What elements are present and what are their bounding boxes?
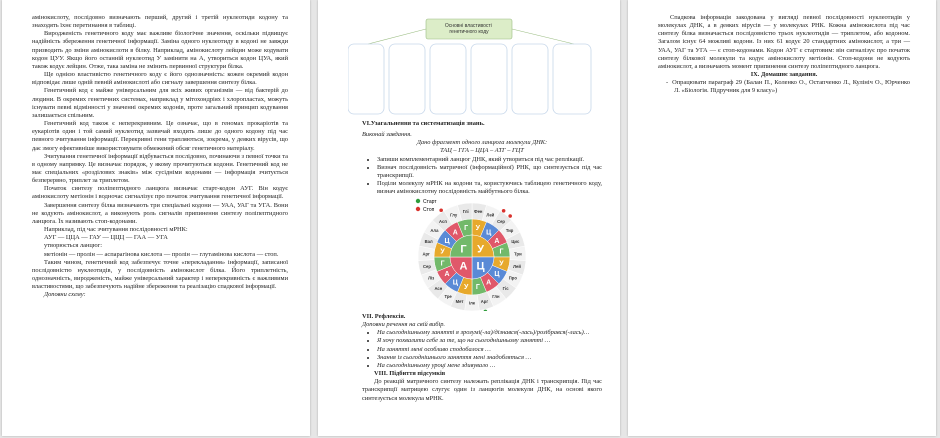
first-base-label: Г	[460, 243, 467, 256]
list-item: • На сьогоднішньому уроці мене здивувало …	[377, 362, 602, 370]
paragraph: Початок синтезу поліпептидного ланцюга визначає старт-кодон АУГ. Він кодує амінокислоту метіонін і водночас сигналізує про початок зчитування генетичної інформації.	[32, 185, 288, 201]
first-base-label: А	[459, 260, 468, 273]
property-box	[471, 44, 507, 114]
second-base-label: Ц	[486, 229, 492, 237]
homework-item: - Опрацювати параграф 29 (Балан П., Коленко О., Остапченко Л., Кулініч О., Юрченко Л. «Біологія. Підручник для 9 класу»)	[674, 79, 910, 95]
amino-acid-label: Глу	[450, 212, 458, 218]
paragraph: Генетичний код є майже універсальним для всіх живих організмів — від бактерій до людини. В окремих генетичних системах, наприклад у мітохондріях і хлоропластах, можуть існувати певні відмінності у значенні окремих кодонів, проте загальний принцип кодування залишається спільним.	[32, 87, 288, 119]
amino-acid-label: Сер	[423, 263, 431, 269]
legend-stop: Стоп	[423, 207, 435, 213]
document-page-3	[628, 0, 936, 436]
stop-marker-icon	[508, 214, 512, 218]
second-base-label: А	[444, 271, 450, 279]
property-box	[348, 44, 384, 114]
second-base-label: Г	[464, 225, 469, 233]
amino-acid-label: Асн	[434, 285, 443, 291]
amino-acid-label: Мет	[455, 298, 464, 304]
amino-acid-label: Ліз	[428, 275, 435, 281]
paragraph: Ще однією властивістю генетичного коду є його однозначність: кожен окремий кодон відповідає лише одній певній амінокислоті або сигналу завершення синтезу білка.	[32, 71, 288, 87]
page2-section6	[362, 120, 602, 196]
list-item: • Запиши комплементарний ланцюг ДНК, який утвориться під час реплікації.	[377, 156, 602, 164]
second-base-label: У	[499, 260, 504, 268]
list-item: • Визнач послідовність матричної (інформаційної) РНК, що синтезується під час транскрипції.	[377, 164, 602, 180]
example-mid: утворюється ланцюг:	[44, 242, 102, 250]
property-box	[512, 44, 548, 114]
amino-acid-label: Три	[514, 251, 522, 257]
second-base-label: Ц	[444, 237, 450, 245]
list-item: • Поділи молекулу мРНК на кодони та, користуючись таблицею генетичного коду, визнач амінокислотну послідовність майбутнього білка.	[377, 180, 602, 196]
amino-acid-label: Арг	[480, 298, 489, 304]
amino-acid-label: Фен	[474, 208, 483, 214]
second-base-label: У	[475, 225, 481, 233]
paragraph: Виродженість генетичного коду має важливе біологічне значення, оскільки підвищує надійність збереження генетичної інформації. Заміна одного нуклеотиду в кодоні не завжди призводить до зміни амінокислоти в білку. Наприклад, амінокислоту лейцин може кодувати кодон ЦУУ. Якщо його останній нуклеотид У замінити на А, утвориться кодон ЦУА, який також кодує лейцин. Отже, така заміна не змінить первинної структури білка.	[32, 30, 288, 70]
homework-title: IX. Домашнє завдання.	[750, 71, 818, 79]
section-6-title: VI.Узагальнення та систематизація знань.	[362, 120, 485, 127]
amino-acid-label: Тре	[444, 293, 452, 299]
amino-acid-label: Глі	[462, 208, 469, 214]
amino-acid-label: Глн	[492, 293, 500, 299]
list-item: • На занятті мені особливо сподобалося …	[377, 346, 602, 354]
example-sequence: АУГ — ЦЦА — ГАУ — ЦЦЦ — ГАА — УГА	[44, 234, 168, 242]
example-chain: метіонін — пролін — аспарагінова кислота — пролін — глутамінова кислота — стоп.	[44, 250, 279, 258]
list-item: • На сьогоднішньому занятті я зрозумі(-ла)/дізнався(-лась)/розібрався(-лась)…	[377, 329, 602, 337]
stop-marker-icon	[439, 208, 443, 212]
task-label: Виконай завдання.	[362, 131, 412, 139]
amino-acid-label: Про	[508, 275, 517, 281]
document-page-2	[318, 0, 620, 436]
list-item: • Знання із сьогоднішнього заняття мені знадобляться …	[377, 354, 602, 362]
second-base-label: У	[463, 283, 469, 291]
diagram-title-line-1: Основні властивості	[444, 23, 492, 29]
summary-paragraph: До реакцій матричного синтезу належать реплікація ДНК і транскрипція. Під час транскрипції матрицею слугує один із ланцюгів молекули ДНК, на основі якого синтезується молекула мРНК.	[362, 378, 602, 402]
stop-marker-icon	[416, 207, 420, 211]
dna-sequence: ТАЦ – ГГА – ЦЦА – АТГ – ГЦТ	[440, 147, 524, 155]
second-base-label: Ц	[452, 279, 458, 287]
paragraph: амінокислоту, послідовно визначають перший, другий і третій нуклеотиди кодону та знаходять їхнє перетинання в таблиці.	[32, 14, 288, 30]
amino-acid-label: Тир	[505, 227, 514, 233]
second-base-label: Г	[475, 283, 480, 291]
amino-acid-label: Вал	[424, 239, 433, 245]
example-intro: Наприклад, під час зчитування послідовності мРНК:	[44, 226, 188, 234]
stop-marker-icon	[502, 209, 506, 213]
reflection-intro: Доповни речення на свій вибір.	[362, 321, 446, 329]
properties-diagram	[348, 18, 594, 118]
amino-acid-label: Сер	[497, 218, 505, 224]
codon-wheel	[412, 197, 526, 311]
property-box	[389, 44, 425, 114]
page1-body	[32, 14, 288, 299]
amino-acid-label: Ала	[430, 227, 439, 233]
second-base-label: Г	[440, 260, 445, 268]
paragraph: Завершення синтезу білка визначають три спеціальні кодони — УАА, УАГ та УГА. Вони не кодують амінокислот, а виконують роль сигналів припинення синтезу поліпептидного ланцюга. Їх називають стоп-кодонами.	[32, 201, 288, 225]
amino-acid-label: Іле	[468, 300, 476, 306]
page2-section7	[362, 313, 602, 403]
amino-acid-label: Асп	[439, 218, 447, 224]
paragraph: Таким чином, генетичний код забезпечує точне «перекладання» інформації, записаної послідовністю нуклеотидів, у послідовність амінокислот білка. Його триплетність, однозначність, виродженість, майже універсальний характер і неперекривність є важливими властивостями, що забезпечують надійне збереження та реалізацію спадкової інформації.	[32, 258, 288, 291]
amino-acid-label: Цис	[511, 239, 520, 245]
second-base-label: А	[452, 229, 458, 237]
diagram-title-line-2: генетичного коду	[449, 29, 489, 35]
second-base-label: А	[486, 279, 492, 287]
paragraph: Генетичний код також є неперекривним. Це означає, що в геномах прокаріотів та еукаріотів один і той самий нуклеотид зазвичай входить лише до одного кодону під час певного зчитування інформації. Перекривні гени трапляються, зокрема, у деяких вірусів, що дає змогу ефективніше використовувати обмежений обсяг генетичного матеріалу.	[32, 120, 288, 152]
task-text: Дано фрагмент одного ланцюга молекули ДНК:	[416, 139, 548, 147]
start-marker-icon	[416, 199, 420, 203]
reflection-list	[362, 329, 602, 370]
second-base-label: Ц	[494, 271, 500, 279]
task-label: Доповни схему:	[44, 291, 86, 299]
amino-acid-label: Лей	[486, 212, 495, 218]
document-page-1	[2, 0, 310, 436]
property-box	[430, 44, 466, 114]
section-7-title: VII. Рефлексія.	[362, 313, 406, 320]
homework-list	[658, 79, 910, 95]
paragraph: Спадкова інформація закодована у вигляді певної послідовності нуклеотидів у молекулах ДНК, а в деяких вірусів — у молекулах РНК. Кожна амінокислота під час синтезу білка визначається послідовністю трьох нуклеотидів — триплетом, або кодоном. Загалом існує 64 можливі кодони. Із них 61 кодує 20 стандартних амінокислот, а три — УАА, УАГ та УГА — є стоп-кодонами. Кодон АУГ є стартовим: він сигналізує про початок синтезу білкової молекули та кодує амінокислоту метіонін. Стоп-кодони не кодують амінокислот, а визначають момент припинення синтезу поліпептидного ланцюга.	[658, 14, 910, 70]
second-base-label: А	[494, 237, 500, 245]
amino-acid-label: Гіс	[502, 285, 509, 291]
amino-acid-label: Лей	[513, 263, 521, 269]
first-base-label: Ц	[476, 260, 485, 273]
second-base-label: У	[440, 248, 445, 256]
svg-text:Основні властивості гене	[445, 23, 493, 35]
amino-acid-label: Арг	[422, 251, 430, 257]
legend-start: Старт	[423, 199, 437, 205]
property-box	[553, 44, 591, 114]
paragraph: Зчитування генетичної інформації відбувається послідовно, починаючи з певної точки та в одному напрямку. Це визначає порядок, у якому прочитуються кодони. Генетичний код не має спеціальних «розділових знаків» між сусідніми кодонами — інформація зчитується безперервно, триплет за триплетом.	[32, 152, 288, 185]
second-base-label: Г	[499, 248, 504, 256]
list-item: • Я хочу похвалити себе за те, що на сьогоднішньому занятті …	[377, 337, 602, 345]
first-base-label: У	[477, 243, 484, 256]
page3-body	[658, 14, 910, 96]
section-8-title: VIII. Підбиття підсумків	[374, 370, 446, 378]
task-list	[362, 156, 602, 197]
